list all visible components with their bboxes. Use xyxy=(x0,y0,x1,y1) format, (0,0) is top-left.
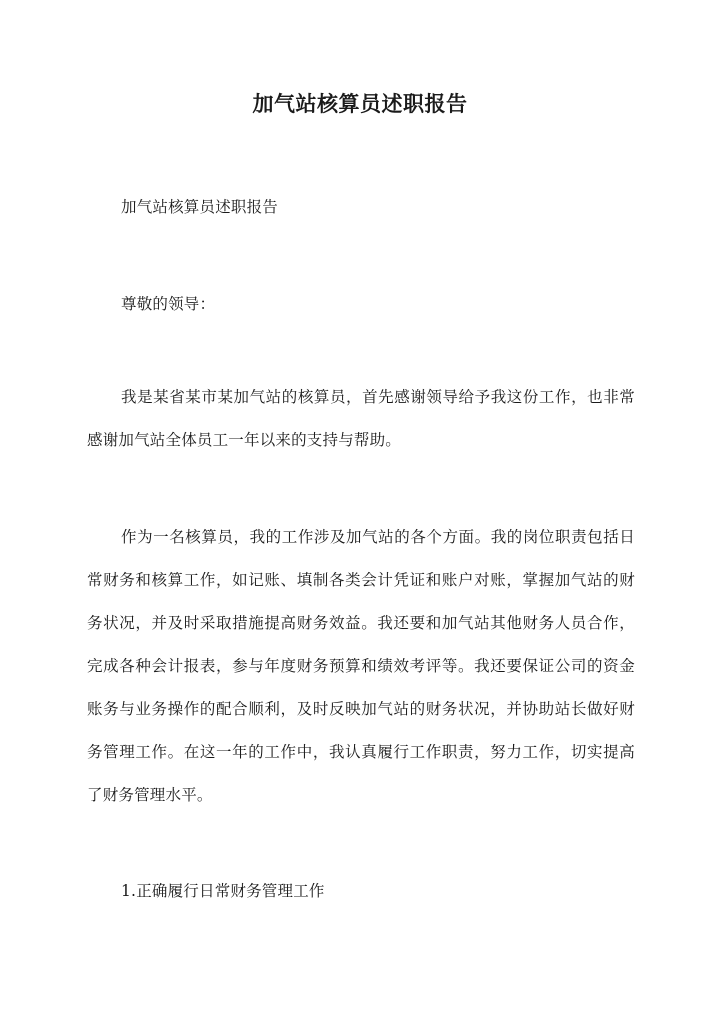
document-subtitle: 加气站核算员述职报告 xyxy=(121,198,279,216)
intro-paragraph: 我是某省某市某加气站的核算员，首先感谢领导给予我这份工作，也非常感谢加气站全体员工一年以来的支持与帮助。 xyxy=(87,388,635,449)
duties-paragraph: 作为一名核算员，我的工作涉及加气站的各个方面。我的岗位职责包括日常财务和核算工作，如记账、填制各类会计凭证和账户对账，掌握加气站的财务状况，并及时采取措施提高财务效益。我还要和加气站其他财务人员合作，完成各种会计报表，参与年度财务预算和绩效考评等。我还要保证公司的资金账务与业务操作的配合顺利，及时反映加气站的财务状况，并协助站长做好财务管理工作。在这一年的工作中，我认真履行工作职责，努力工作，切实提高了财务管理水平。 xyxy=(87,528,635,804)
document-title: 加气站核算员述职报告 xyxy=(252,91,468,116)
section-heading-1: 1.正确履行日常财务管理工作 xyxy=(121,882,325,900)
salutation: 尊敬的领导： xyxy=(121,295,216,313)
